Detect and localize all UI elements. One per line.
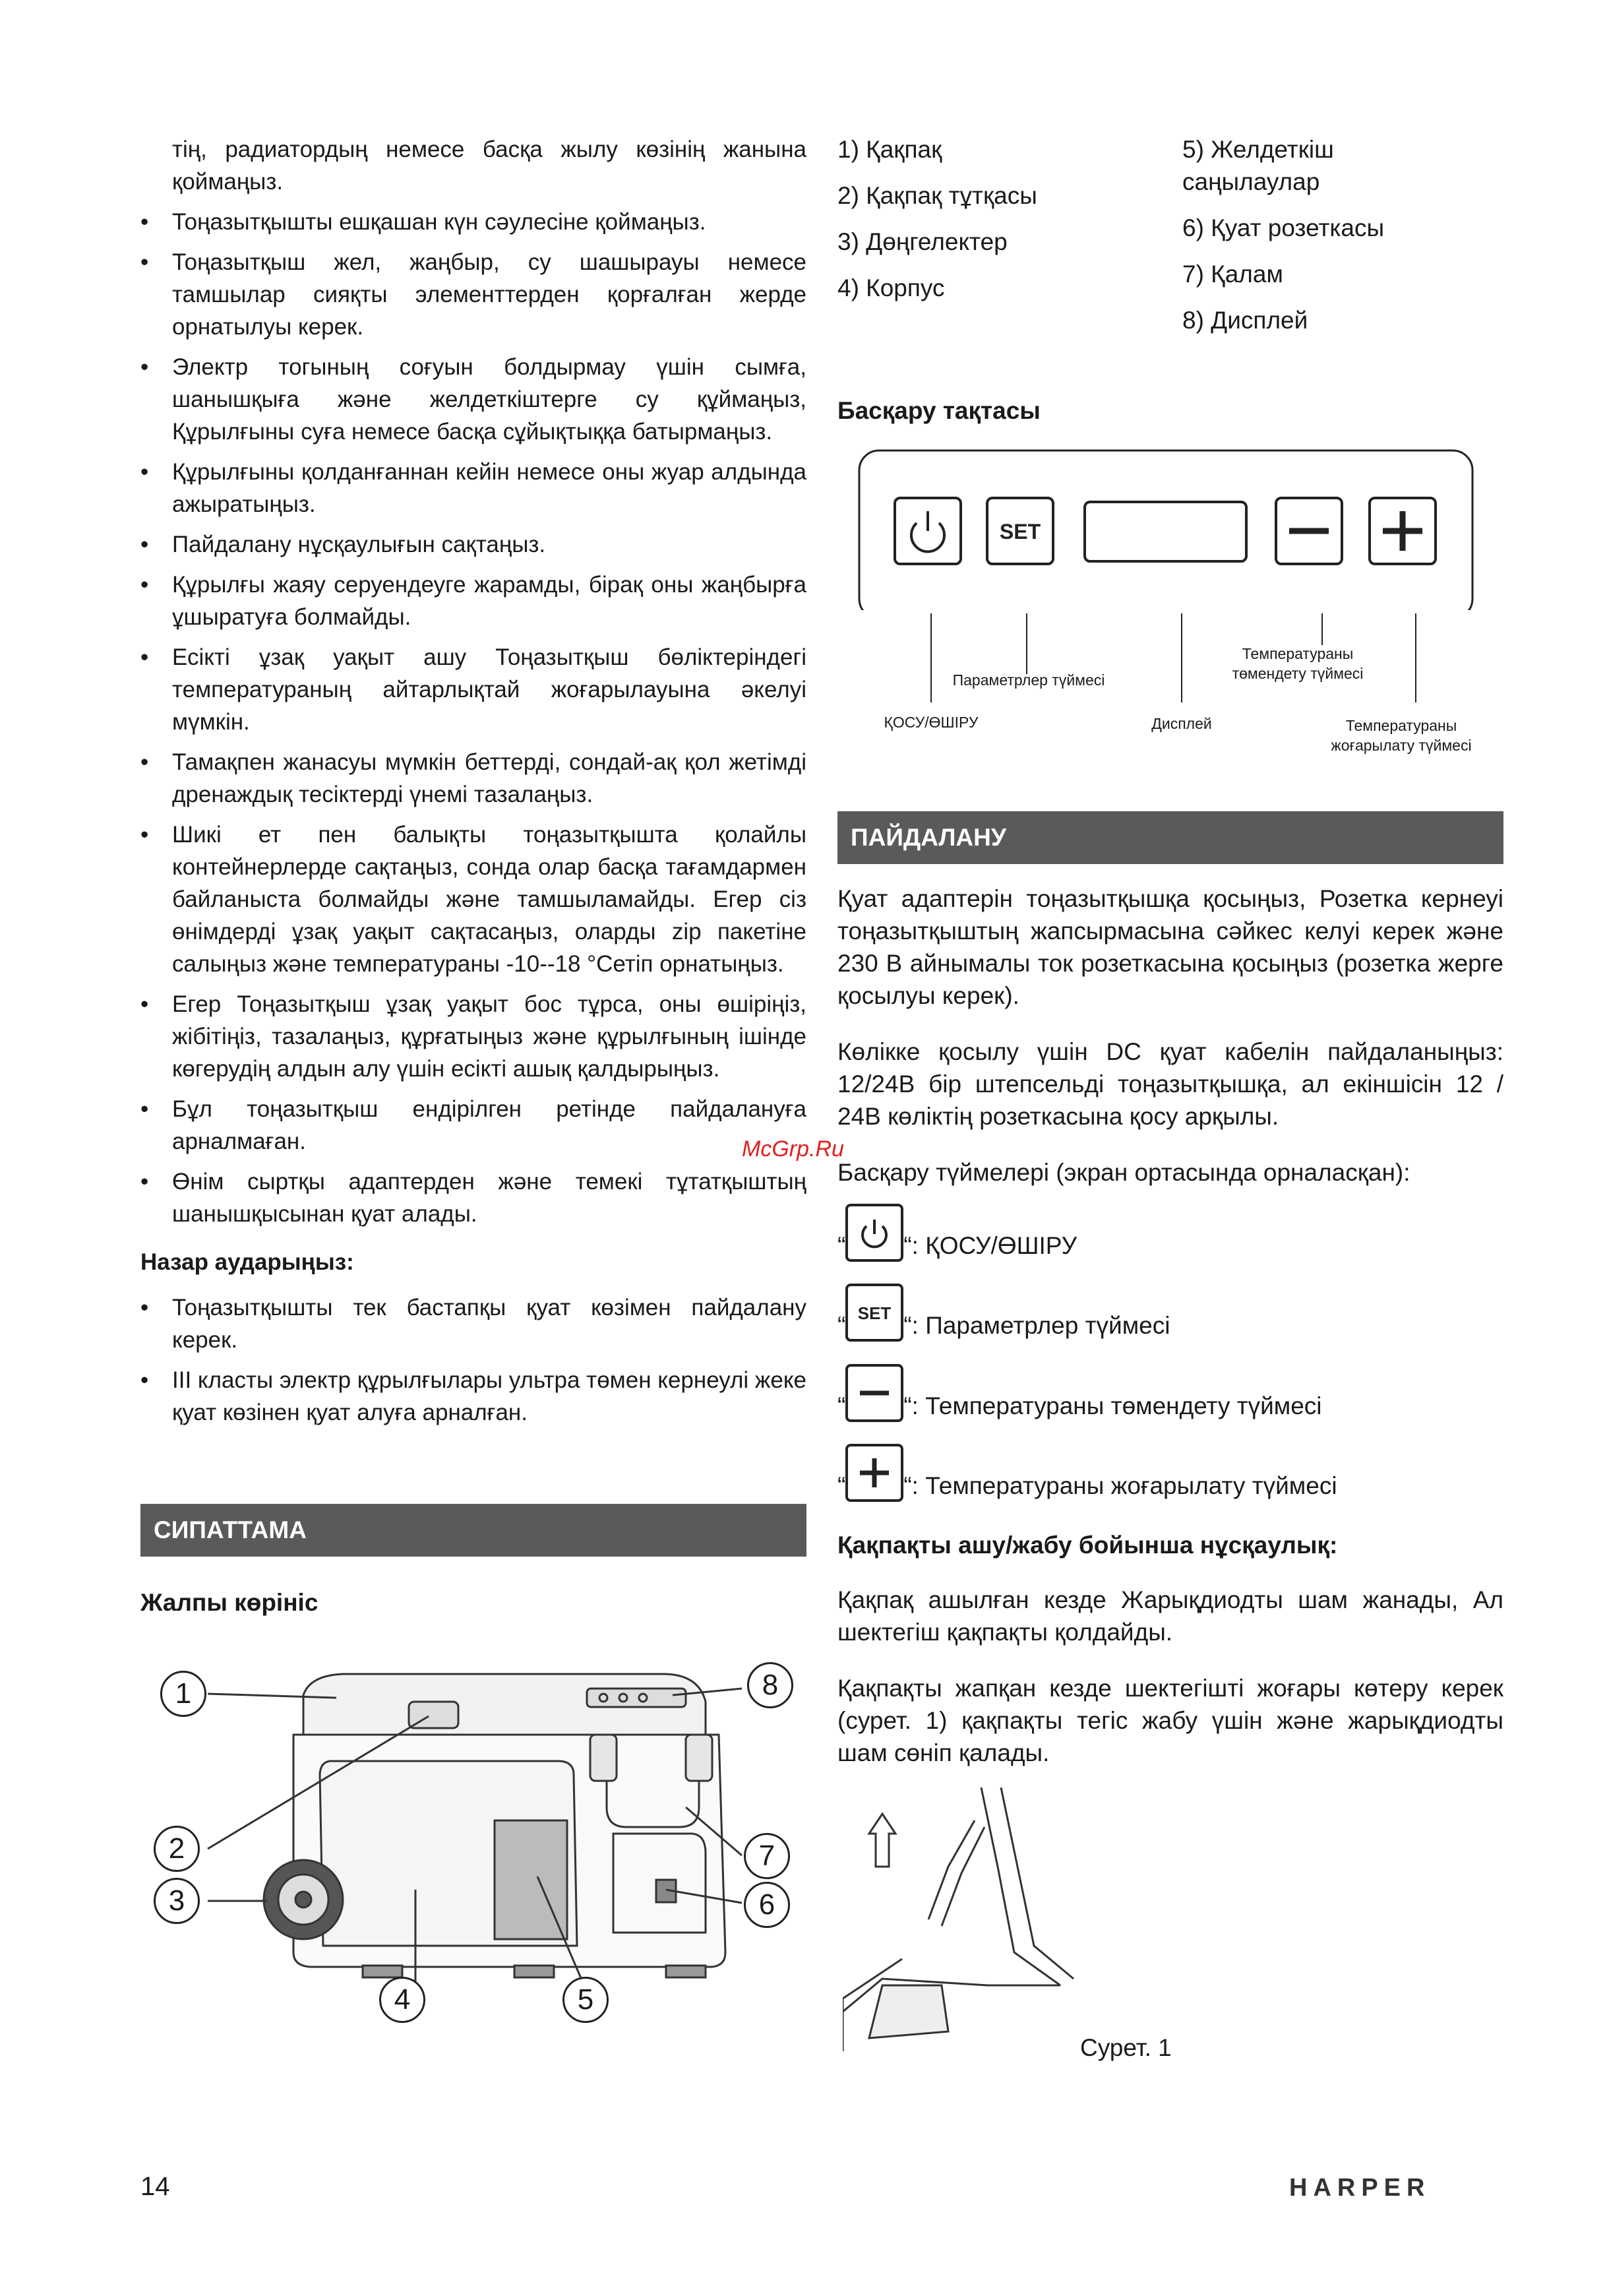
- bullet-item: • III класты электр құрылғылары ультра төмен кернеулі жеке қуат көзінен қуат алуға арналған.: [140, 1364, 806, 1429]
- callout-5: 5: [562, 1977, 609, 2023]
- part-item: 2) Қақпақ тұтқасы: [837, 182, 1037, 209]
- bullet-item: • Тоңазытқышты тек бастапқы қуат көзімен пайдалану керек.: [140, 1291, 806, 1356]
- brand-logo: HARPER: [1289, 2174, 1431, 2202]
- label-power: ҚОСУ/ӨШІРУ: [884, 714, 979, 731]
- section-bar-usage: ПАЙДАЛАНУ: [837, 811, 1503, 864]
- figure-caption: Сурет. 1: [1080, 2034, 1172, 2061]
- usage-paragraph: Қуат адаптерін тоңазытқышқа қосыңыз, Розетка кернеуі тоңазытқыштың жапсырмасына сәйкес келуі керек және 230 В айнымалы ток розеткасына қосыңыз (розетка жерге қосылуы керек).: [837, 885, 1503, 1009]
- bullet-item: • Шикі ет пен балықты тоңазытқышта қолайлы контейнерлерде сақтаңыз, сонда олар басқа тағамдармен байланыста болмайды және тамшыламайды. Егер сіз өнімдерді ұзақ уақыт сақтасаңыз, оларды zip пакетіне салыңыз және температураны -10--18 °Сетіп орнатыңыз.: [140, 819, 806, 980]
- bullet-item: • Пайдалану нұсқаулығын сақтаңыз.: [140, 528, 806, 561]
- fridge-overview-illustration: [152, 1656, 804, 2038]
- callout-3: 3: [154, 1878, 200, 1924]
- part-item: 8) Дисплей: [1182, 307, 1308, 334]
- set-button-label: SET: [999, 520, 1041, 543]
- usage-text: [837, 883, 1503, 1189]
- overview-title: Жалпы көрініс: [140, 1589, 318, 1616]
- part-item: 5) Желдеткіш саңылаулар: [1182, 136, 1334, 195]
- page-number: 14: [140, 2172, 170, 2201]
- bullet-item: • Бұл тоңазытқыш ендірілген ретінде пайдалануға арналмаған.: [140, 1093, 806, 1158]
- part-item: 1) Қақпақ: [837, 136, 942, 163]
- control-panel-diagram: [854, 445, 1477, 610]
- label-temp-down: Температураны төмендету түймесі: [1232, 645, 1364, 682]
- set-icon-label: SET: [858, 1303, 892, 1323]
- label-temp-up: Температураны жоғарылату түймесі: [1331, 717, 1472, 754]
- watermark: McGrp.Ru: [742, 1136, 844, 1162]
- legend-text: : Параметрлер түймесі: [911, 1312, 1170, 1339]
- callout-1: 1: [160, 1671, 206, 1717]
- lid-figure-illustration: [843, 1787, 1080, 2058]
- attention-title: Назар аударыңыз:: [140, 1249, 354, 1275]
- legend-minus: “ “: Температураны төмендету түймесі: [837, 1364, 1322, 1422]
- plus-icon: [845, 1444, 903, 1502]
- bullet-item: • Өнім сыртқы адаптерден және темекі тұтатқыштың шанышқысынан қуат алады.: [140, 1165, 806, 1230]
- usage-paragraph: Қақпақты жапқан кезде шектегішті жоғары көтеру керек (сурет. 1) қақпақты тегіс жабу үшін және жарықдиодты шам сөніп қалады.: [837, 1675, 1503, 1766]
- power-icon: [845, 1204, 903, 1262]
- callout-6: 6: [744, 1882, 790, 1928]
- lid-instructions: [837, 1529, 1503, 1793]
- part-item: 6) Қуат розеткасы: [1182, 214, 1385, 241]
- control-panel-leaders: [854, 613, 1477, 726]
- bullet-item: • Электр тогының соғуын болдырмау үшін сымға, шанышқыға және желдеткіштерге су құймаңыз, Құрылғыны суға немесе басқа сұйықтыққа батырмаңыз.: [140, 351, 806, 448]
- control-panel-title: Басқару тақтасы: [837, 397, 1041, 424]
- label-params: Параметрлер түймесі: [952, 671, 1105, 689]
- legend-power: “ “: ҚОСУ/ӨШІРУ: [837, 1204, 1077, 1262]
- bullet-item: • Тоңазытқышты ешқашан күн сәулесіне қоймаңыз.: [140, 206, 806, 238]
- attention-bullets: [140, 1291, 806, 1429]
- safety-bullets: [140, 206, 806, 1230]
- parts-list-col2: [1182, 133, 1472, 350]
- callout-8: 8: [747, 1662, 793, 1708]
- bullet-item: • Егер Тоңазытқыш ұзақ уақыт бос тұрса, оны өшіріңіз, жібітіңіз, тазалаңыз, құрғатыңыз және құрылғының ішінде көгерудің алдын алу үшін есікті ашық қалдырыңыз.: [140, 988, 806, 1085]
- legend-set: “ SET “: Параметрлер түймесі: [837, 1284, 1170, 1342]
- minus-icon: [845, 1364, 903, 1422]
- label-display: Дисплей: [1151, 715, 1212, 732]
- part-item: 7) Қалам: [1182, 261, 1283, 288]
- legend-text: : Температураны жоғарылату түймесі: [911, 1472, 1337, 1499]
- lid-title: Қақпақты ашу/жабу бойынша нұсқаулық:: [837, 1532, 1338, 1559]
- callout-7: 7: [744, 1833, 790, 1879]
- legend-text: : ҚОСУ/ӨШІРУ: [911, 1232, 1077, 1259]
- usage-paragraph: Басқару түймелері (экран ортасында орналасқан):: [837, 1159, 1410, 1186]
- legend-text: : Температураны төмендету түймесі: [911, 1392, 1322, 1419]
- parts-list-col1: [837, 133, 1167, 318]
- usage-paragraph: Қақпақ ашылған кезде Жарықдиодты шам жанады, Ал шектегіш қақпақты қолдайды.: [837, 1586, 1503, 1646]
- left-column: [140, 133, 806, 1437]
- bullet-item: • Тоңазытқыш жел, жаңбыр, су шашырауы немесе тамшылар сияқты элементтерден қорғалған жерде орнатылуы керек.: [140, 246, 806, 343]
- callout-4: 4: [379, 1977, 425, 2023]
- legend-plus: “ “: Температураны жоғарылату түймесі: [837, 1444, 1337, 1502]
- bullet-item: • Есікті ұзақ уақыт ашу Тоңазытқыш бөліктеріндегі температураның айтарлықтай жоғарылауына әкелуі мүмкін.: [140, 641, 806, 738]
- part-item: 3) Дөңгелектер: [837, 228, 1008, 255]
- bullet-item: • Құрылғы жаяу серуендеуге жарамды, бірақ оны жаңбырға ұшыратуға болмайды.: [140, 569, 806, 633]
- intro-continuation: тің, радиатордың немесе басқа жылу көзінің жанына қоймаңыз.: [172, 137, 806, 195]
- usage-paragraph: Көлікке қосылу үшін DC қуат кабелін пайдаланыңыз: 12/24В бір штепсельді тоңазытқышқа, ал екіншісін 12 / 24В көліктің розеткасына қосу арқылы.: [837, 1038, 1503, 1130]
- set-icon: [845, 1284, 903, 1342]
- section-bar-description: СИПАТТАМА: [140, 1504, 806, 1557]
- callout-2: 2: [154, 1826, 200, 1872]
- part-item: 4) Корпус: [837, 274, 945, 301]
- bullet-item: • Тамақпен жанасуы мүмкін беттерді, сондай-ақ қол жетімді дренаждық тесіктерді үнемі тазалаңыз.: [140, 746, 806, 811]
- bullet-item: • Құрылғыны қолданғаннан кейін немесе оны жуар алдында ажыратыңыз.: [140, 456, 806, 520]
